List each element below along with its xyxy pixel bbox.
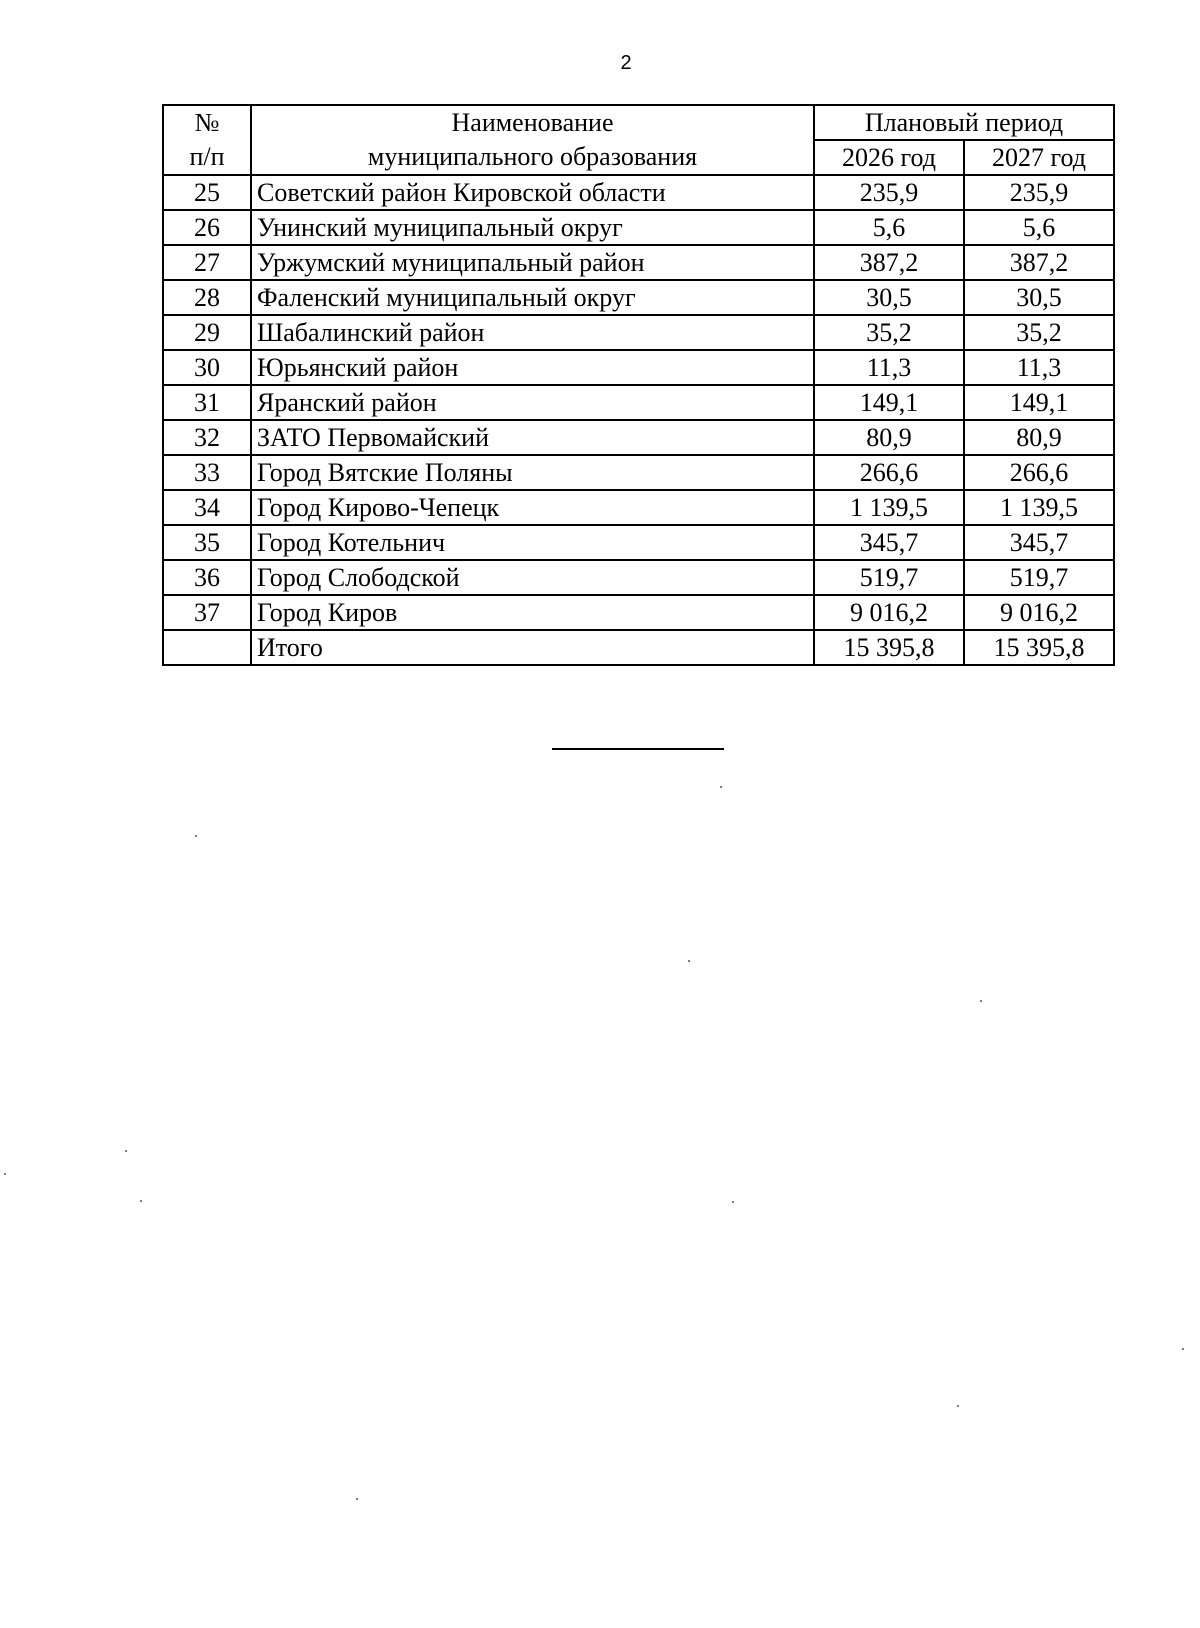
header-planning-period: Плановый период — [814, 105, 1114, 140]
row-number: 37 — [163, 595, 251, 630]
row-value-2026: 149,1 — [814, 385, 964, 420]
row-value-2027: 35,2 — [964, 315, 1114, 350]
row-number: 32 — [163, 420, 251, 455]
row-number: 34 — [163, 490, 251, 525]
row-number: 35 — [163, 525, 251, 560]
row-value-2026: 387,2 — [814, 245, 964, 280]
row-municipality: ЗАТО Первомайский — [251, 420, 814, 455]
row-value-2027: 80,9 — [964, 420, 1114, 455]
table-total-row — [163, 630, 1114, 665]
table-row — [163, 175, 1114, 210]
row-value-2027: 345,7 — [964, 525, 1114, 560]
row-number: 33 — [163, 455, 251, 490]
table-row — [163, 455, 1114, 490]
row-number: 29 — [163, 315, 251, 350]
scan-speck — [980, 1000, 982, 1002]
scan-speck — [4, 1173, 6, 1175]
table-row — [163, 245, 1114, 280]
row-number: 26 — [163, 210, 251, 245]
table-row — [163, 525, 1114, 560]
table-row — [163, 385, 1114, 420]
row-value-2027: 519,7 — [964, 560, 1114, 595]
row-municipality: Советский район Кировской области — [251, 175, 814, 210]
row-value-2026: 266,6 — [814, 455, 964, 490]
header-number-line1: № — [194, 108, 220, 137]
row-value-2027: 387,2 — [964, 245, 1114, 280]
table-row — [163, 350, 1114, 385]
row-municipality: Город Слободской — [251, 560, 814, 595]
total-value-2026: 15 395,8 — [814, 630, 964, 665]
row-number: 31 — [163, 385, 251, 420]
row-value-2026: 235,9 — [814, 175, 964, 210]
total-value-2027: 15 395,8 — [964, 630, 1114, 665]
table-row — [163, 595, 1114, 630]
table-row — [163, 315, 1114, 350]
row-municipality: Унинский муниципальный округ — [251, 210, 814, 245]
header-number — [163, 105, 251, 175]
row-value-2027: 1 139,5 — [964, 490, 1114, 525]
row-municipality: Шабалинский район — [251, 315, 814, 350]
row-municipality: Фаленский муниципальный округ — [251, 280, 814, 315]
row-value-2027: 30,5 — [964, 280, 1114, 315]
row-value-2026: 11,3 — [814, 350, 964, 385]
table-row — [163, 560, 1114, 595]
total-number — [163, 630, 251, 665]
row-value-2026: 345,7 — [814, 525, 964, 560]
header-name — [251, 105, 814, 175]
header-year-2026: 2026 год — [814, 140, 964, 175]
row-value-2026: 5,6 — [814, 210, 964, 245]
scan-speck — [195, 835, 197, 837]
row-value-2026: 35,2 — [814, 315, 964, 350]
row-value-2027: 235,9 — [964, 175, 1114, 210]
header-name-line1: Наименование — [451, 108, 614, 137]
row-number: 27 — [163, 245, 251, 280]
scan-speck — [140, 1200, 142, 1202]
table-row — [163, 210, 1114, 245]
scan-speck — [356, 1498, 358, 1500]
row-value-2026: 30,5 — [814, 280, 964, 315]
scan-speck — [1182, 1348, 1184, 1350]
row-municipality: Юрьянский район — [251, 350, 814, 385]
total-label: Итого — [251, 630, 814, 665]
row-number: 28 — [163, 280, 251, 315]
row-municipality: Яранский район — [251, 385, 814, 420]
row-value-2027: 11,3 — [964, 350, 1114, 385]
scan-speck — [732, 1201, 734, 1203]
scan-speck — [720, 786, 722, 788]
row-value-2027: 5,6 — [964, 210, 1114, 245]
row-municipality: Город Вятские Поляны — [251, 455, 814, 490]
table-row — [163, 420, 1114, 455]
row-number: 25 — [163, 175, 251, 210]
row-number: 36 — [163, 560, 251, 595]
scan-speck — [125, 1150, 127, 1152]
row-value-2027: 9 016,2 — [964, 595, 1114, 630]
table-header — [163, 105, 1114, 175]
scan-speck — [957, 1405, 959, 1407]
header-name-line2: муниципального образования — [367, 142, 698, 171]
table-row — [163, 490, 1114, 525]
row-value-2026: 9 016,2 — [814, 595, 964, 630]
row-value-2026: 519,7 — [814, 560, 964, 595]
row-municipality: Город Киров — [251, 595, 814, 630]
row-value-2027: 266,6 — [964, 455, 1114, 490]
row-municipality: Уржумский муниципальный район — [251, 245, 814, 280]
row-value-2026: 1 139,5 — [814, 490, 964, 525]
allocation-table — [162, 104, 1115, 666]
row-value-2026: 80,9 — [814, 420, 964, 455]
table-row — [163, 280, 1114, 315]
row-municipality: Город Котельнич — [251, 525, 814, 560]
row-municipality: Город Кирово-Чепецк — [251, 490, 814, 525]
row-value-2027: 149,1 — [964, 385, 1114, 420]
page-number: 2 — [620, 52, 632, 74]
header-number-line2: п/п — [189, 142, 225, 171]
scan-speck — [688, 960, 690, 962]
header-year-2027: 2027 год — [964, 140, 1114, 175]
table-body — [163, 175, 1114, 665]
row-number: 30 — [163, 350, 251, 385]
allocation-table-container — [162, 104, 1114, 666]
closing-rule-divider — [552, 748, 724, 750]
